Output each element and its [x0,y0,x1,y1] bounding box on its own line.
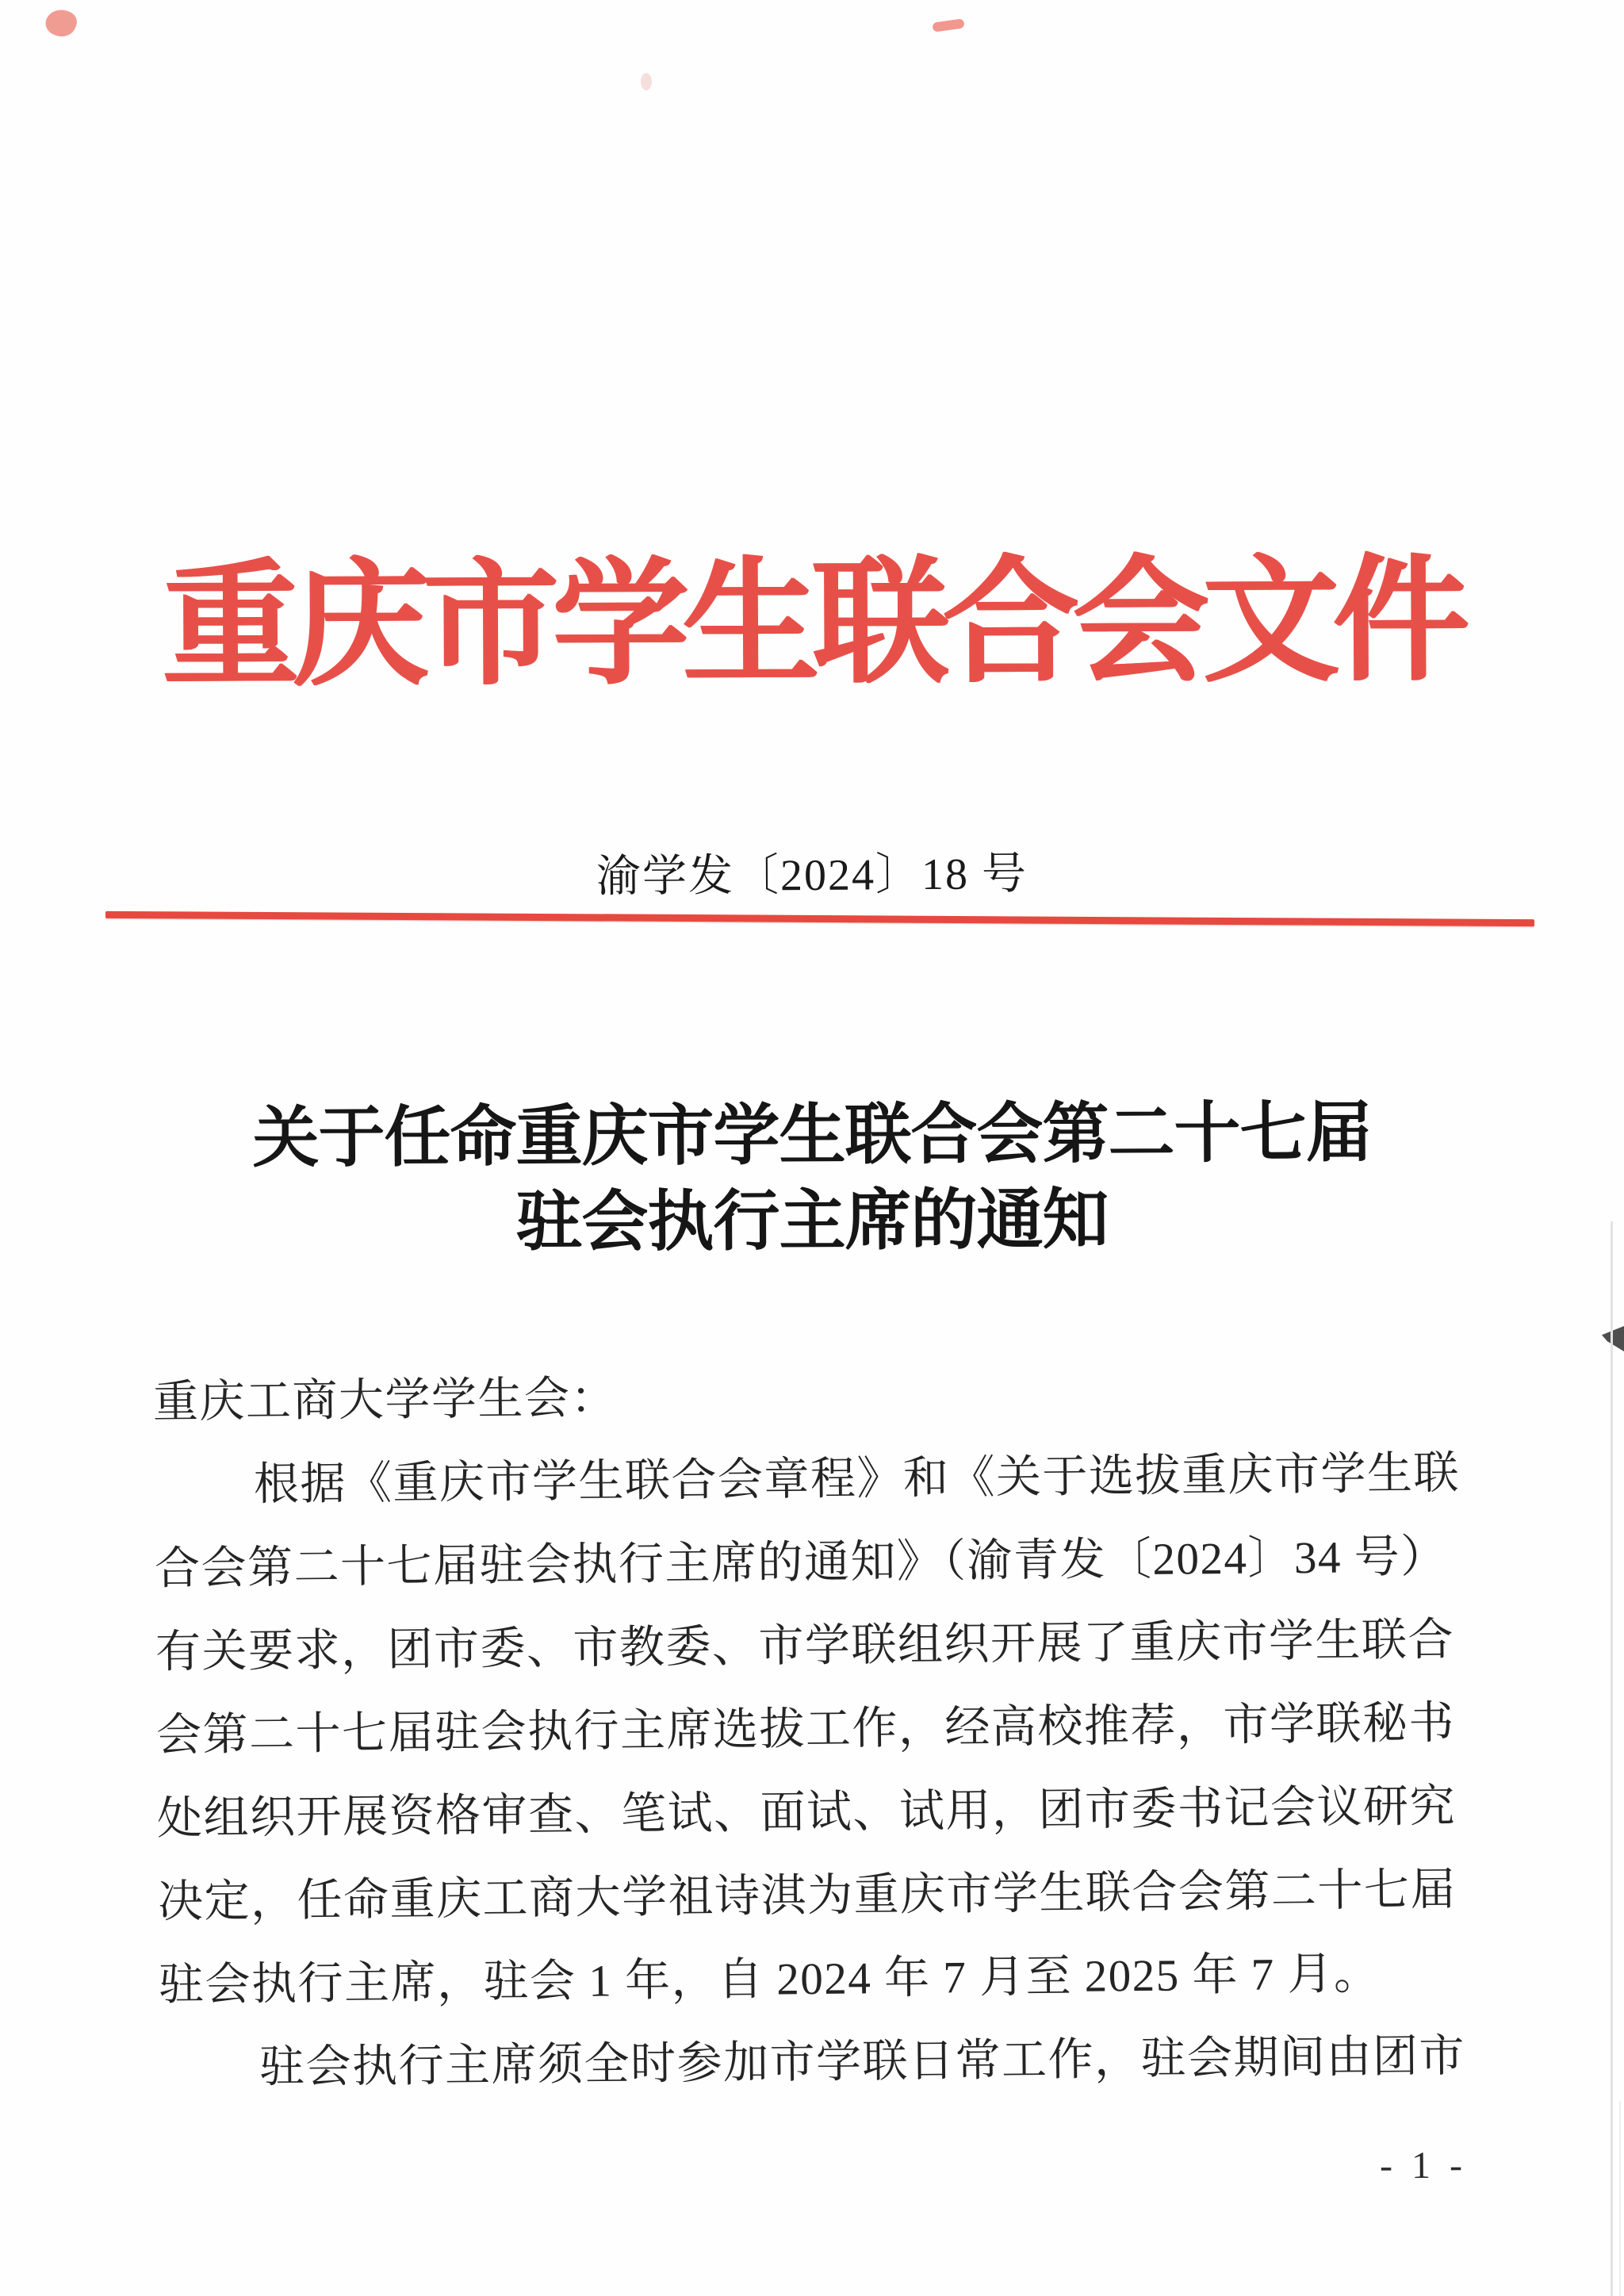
body-line: 合会第二十七届驻会执行主席的通知》（渝青发〔2024〕34 号） [154,1531,1447,1594]
body-line: 有关要求，团市委、市教委、市学联组织开展了重庆市学生联合 [155,1615,1455,1677]
body-line: 会第二十七届驻会执行主席选拔工作，经高校推荐，市学联秘书 [155,1698,1456,1761]
notice-title-line2: 驻会执行主席的通知 [515,1183,1109,1260]
document-number: 渝学发〔2024〕18 号 [596,849,1028,902]
page-number: - 1 - [1379,2144,1468,2187]
body-line: 驻会执行主席，驻会 1 年，自 2024 年 7 月至 2025 年 7 月。 [158,1949,1381,2010]
body-line: 决定，任命重庆工商大学祖诗淇为重庆市学生联合会第二十七届 [157,1865,1457,1927]
body-salutation: 重庆工商大学学生会： [152,1373,618,1428]
notice-title-line1: 关于任命重庆市学生联合会第二十七届 [252,1096,1372,1176]
body-line: 根据《重庆市学生联合会章程》和《关于选拔重庆市学生联 [253,1448,1461,1510]
scan-artifact-red-speck [42,6,79,41]
body-line: 处组织开展资格审查、笔试、面试、试用，团市委书记会议研究 [156,1781,1457,1844]
body-text-block [153,1348,1478,2110]
scan-artifact-paper-edge-line-2 [1619,2102,1621,2296]
body-line: 驻会执行主席须全时参加市学联日常工作，驻会期间由团市 [259,2031,1466,2093]
scan-artifact-smudge [641,73,652,90]
red-separator-line [105,911,1534,926]
scan-artifact-red-dash [932,18,964,32]
scan-artifact-edge-mark [1602,1326,1624,1351]
scan-artifact-paper-edge-line [1611,1221,1613,2296]
masthead-title: 重庆市学生联合会文件 [161,546,1463,703]
